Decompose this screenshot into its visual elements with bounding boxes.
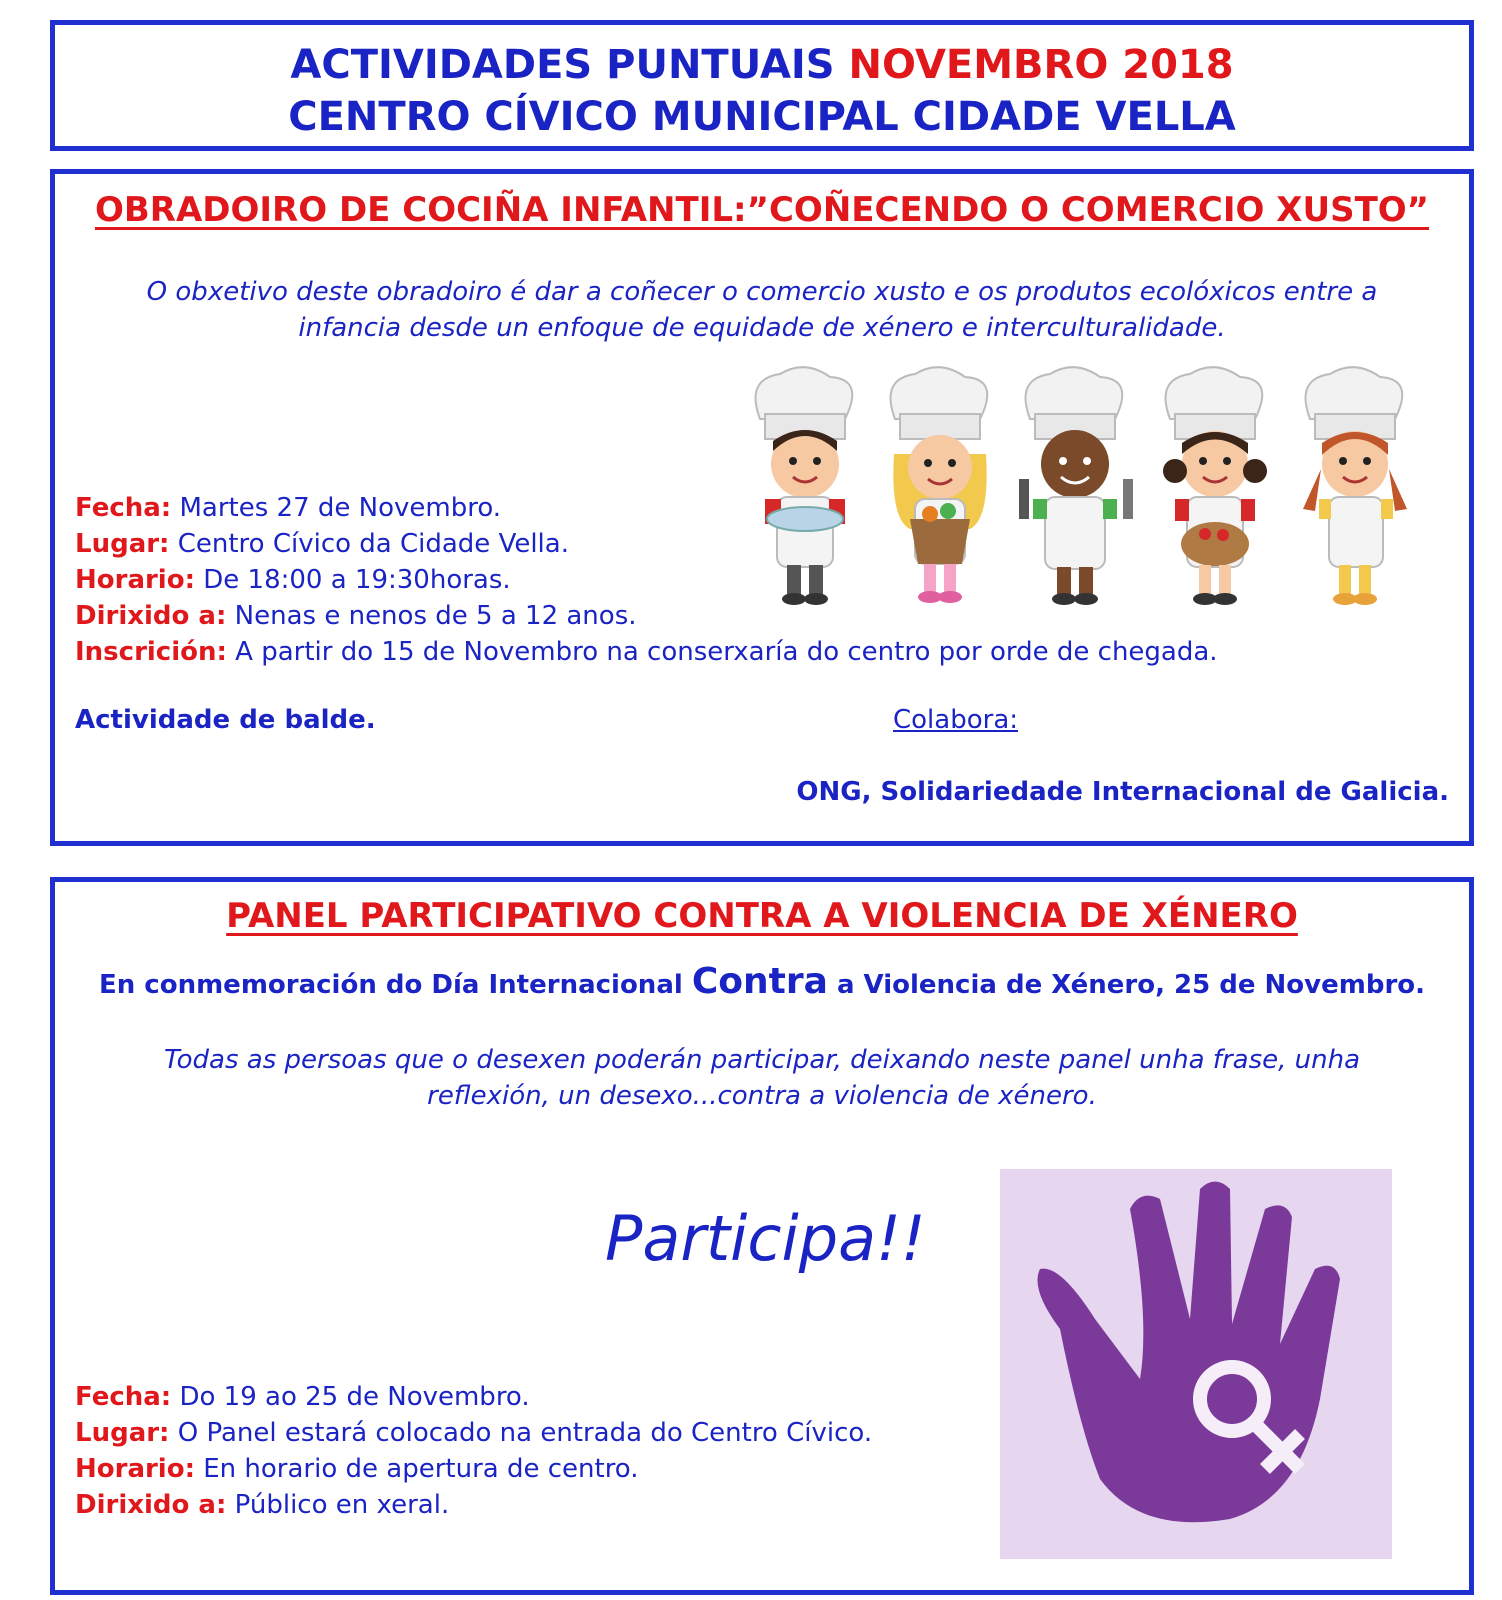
panel-detail-date: Fecha: Do 19 ao 25 de Novembro. [75,1382,530,1412]
workshop-detail-time: Horario: De 18:00 a 19:30horas. [75,565,511,595]
panel-intro [55,1042,1469,1114]
header-activities: ACTIVIDADES PUNTUAIS [290,42,835,88]
participa-callout: Participa!! [605,1202,926,1275]
panel-intro-line-2: reflexión, un desexo...contra a violencia de xénero. [427,1081,1097,1111]
panel-intro-line-1: Todas as persoas que o desexen poderán participar, deixando neste panel unha frase, unha [163,1045,1361,1075]
free-activity-note: Actividade de balde. [75,705,376,735]
workshop-detail-place: Lugar: Centro Cívico da Cidade Vella. [75,529,569,559]
workshop-intro-line-1: O obxetivo deste obradoiro é dar a coñecer o comercio xusto e os produtos ecolóxicos entre a [146,277,1378,307]
workshop-detail-audience: Dirixido a: Nenas e nenos de 5 a 12 anos. [75,601,637,631]
workshop-title: OBRADOIRO DE COCIÑA INFANTIL:”COÑECENDO O COMERCIO XUSTO” [94,190,1430,230]
workshop-detail-date: Fecha: Martes 27 de Novembro. [75,493,502,523]
commemoration-line: En conmemoración do Día Internacional Contra a Violencia de Xénero, 25 de Novembro. [98,961,1425,1002]
purple-handprint-image [1000,1169,1392,1559]
panel-detail-time: Horario: En horario de apertura de centro. [75,1454,639,1484]
header-line-1 [55,39,1469,91]
workshop-detail-registration: Inscrición: A partir do 15 de Novembro na conserxaría do centro por orde de chegada. [75,637,1218,667]
collaborator-org: ONG, Solidariedade Internacional de Galicia. [796,777,1449,807]
workshop-intro-line-2: infancia desde un enfoque de equidade de xénero e interculturalidade. [298,313,1226,343]
workshop-section [50,169,1474,846]
workshop-intro [55,274,1469,346]
panel-section [50,877,1474,1595]
header-line-2: CENTRO CÍVICO MUNICIPAL CIDADE VELLA [288,94,1236,140]
panel-details [75,1379,872,1523]
panel-detail-audience: Dirixido a: Público en xeral. [75,1490,450,1520]
collaborator-label: Colabora: [893,705,1019,735]
chef-child-5 [1303,367,1407,605]
header-month: NOVEMBRO 2018 [848,42,1234,88]
header-box [50,20,1474,151]
workshop-details [75,490,1218,670]
contra-emphasis: Contra [691,961,828,1002]
panel-title: PANEL PARTICIPATIVO CONTRA A VIOLENCIA DE XÉNERO [226,896,1298,936]
panel-detail-place: Lugar: O Panel estará colocado na entrada do Centro Cívico. [75,1418,873,1448]
